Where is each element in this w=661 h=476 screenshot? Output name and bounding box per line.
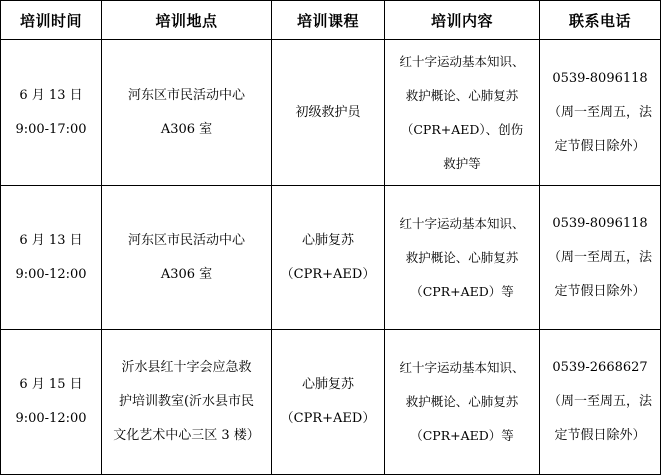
header-row [1,1,661,40]
content-line: （CPR+AED）等 [410,283,514,299]
location-line: 河东区市民活动中心 [127,87,245,103]
phone-number: 0539-8096118 [552,70,648,86]
course-line: 初级救护员 [295,104,361,120]
phone-number: 0539-8096118 [552,215,648,231]
phone-cell [540,330,661,475]
phone-cell [540,186,661,330]
course-line: 心肺复苏 [301,377,354,392]
location-line: A306 室 [160,266,213,282]
phone-number: 0539-2668627 [552,360,648,375]
content-line: 红十字运动基本知识、 [399,360,525,375]
time-hours: 9:00-12:00 [15,266,87,282]
phone-note-line: 定节假日除外） [554,138,646,154]
phone-note-line: （周一至周五，法 [547,249,652,265]
time-cell [1,40,102,186]
location-line: A306 室 [160,121,213,137]
course-cell [272,40,385,186]
course-cell [272,330,385,475]
phone-cell [540,40,661,186]
content-cell [385,40,540,186]
time-date: 6 月 13 日 [19,87,83,103]
location-line: 护培训教室(沂水县市民 [118,394,255,409]
header-contact-phone: 联系电话 [540,1,661,40]
time-hours: 9:00-17:00 [15,121,87,137]
location-cell [102,330,272,475]
header-training-location: 培训地点 [102,1,272,40]
content-line: 救护概论、心肺复苏 [405,87,519,103]
table-row [1,40,661,186]
header-training-content: 培训内容 [385,1,540,40]
phone-note-line: （周一至周五，法 [547,104,652,120]
course-cell [272,186,385,330]
location-line: 河东区市民活动中心 [127,232,245,248]
location-cell [102,186,272,330]
location-line: 沂水县红十字会应急救 [121,360,252,375]
content-line: （CPR+AED）等 [410,428,514,443]
time-date: 6 月 15 日 [19,377,83,392]
time-cell [1,330,102,475]
content-line: 救护等 [443,155,481,171]
table-row [1,330,661,475]
time-cell [1,186,102,330]
content-cell [385,330,540,475]
time-date: 6 月 13 日 [19,232,83,248]
phone-note-line: 定节假日除外） [554,428,646,443]
course-line: （CPR+AED） [280,266,376,282]
location-cell [102,40,272,186]
header-training-course: 培训课程 [272,1,385,40]
content-cell [385,186,540,330]
phone-note-line: （周一至周五，法 [547,394,652,409]
course-line: 心肺复苏 [301,232,354,248]
content-line: 红十字运动基本知识、 [399,215,525,231]
course-line: （CPR+AED） [280,411,376,426]
content-line: 红十字运动基本知识、 [399,53,525,69]
location-line: 文化艺术中心三区 3 楼） [113,428,260,443]
content-line: 救护概论、心肺复苏 [405,249,519,265]
content-line: （CPR+AED）、创伤 [400,121,524,137]
phone-note-line: 定节假日除外） [554,283,646,299]
header-training-time: 培训时间 [1,1,102,40]
content-line: 救护概论、心肺复苏 [405,394,519,409]
table-row [1,186,661,330]
time-hours: 9:00-12:00 [15,411,87,426]
